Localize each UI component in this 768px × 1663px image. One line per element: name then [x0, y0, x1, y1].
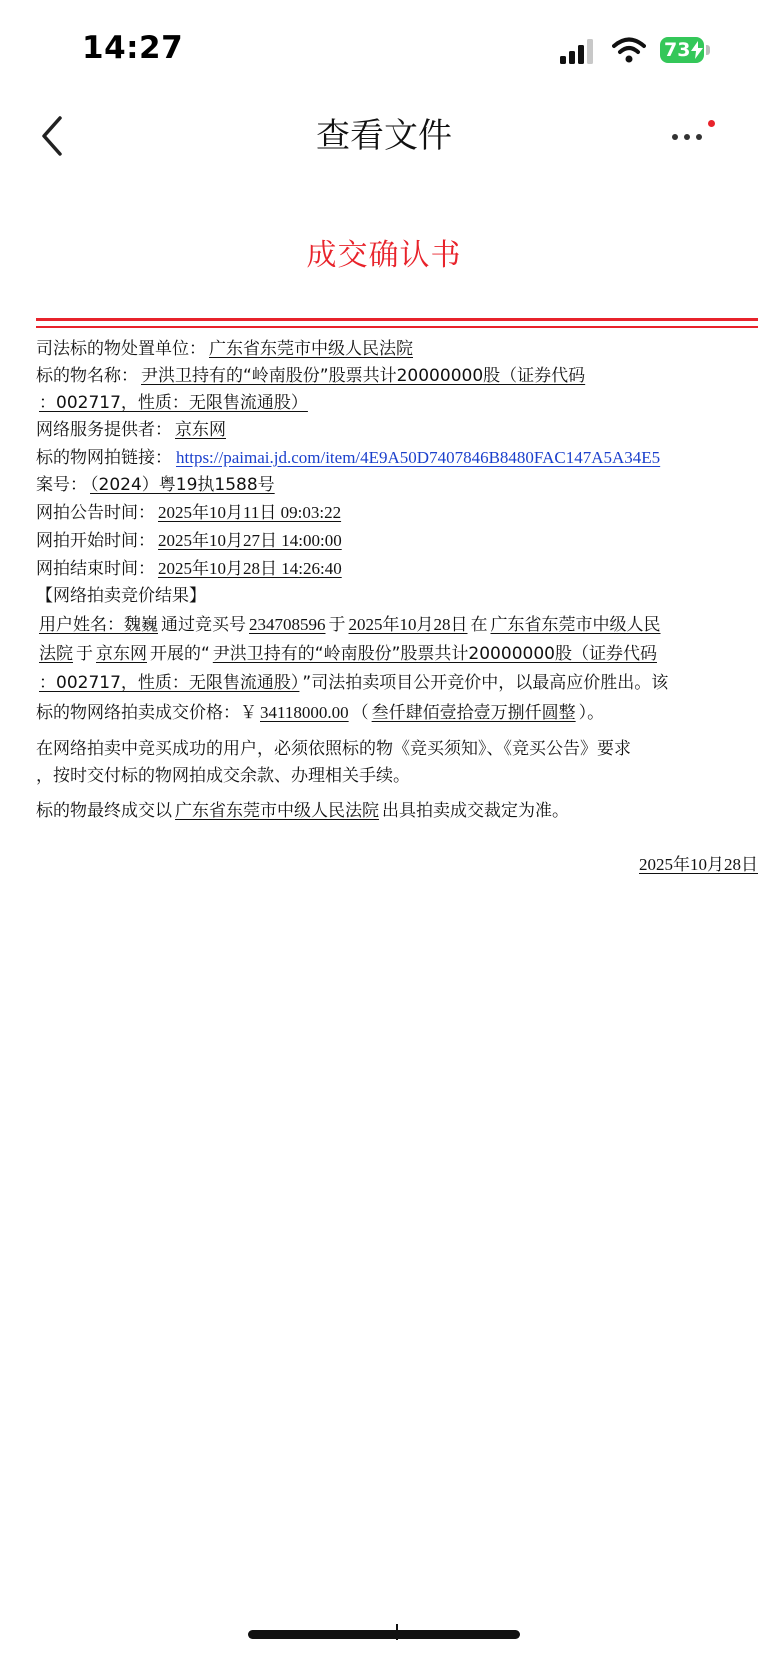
battery-tip [706, 45, 710, 55]
bid-number: 234708596 [249, 615, 326, 634]
winner-name: 用户姓名：魏巍 [39, 615, 158, 635]
document-body [36, 336, 758, 874]
court-name-cont: 法院 [39, 644, 73, 664]
item-name-value-cont: ：002717，性质：无限售流通股） [39, 393, 308, 413]
field-case-number: 案号： （2024）粤19执1588号 [36, 472, 758, 499]
case-number-value: （2024）粤19执1588号 [90, 475, 275, 495]
field-item-name: 标的物名称： 尹洪卫持有的“岭南股份”股票共计20000000股（证券代码 [36, 363, 758, 390]
signal-icon [560, 39, 600, 64]
status-bar [0, 0, 768, 100]
battery-level: 73 [664, 39, 691, 61]
field-disposal-unit: 司法标的物处置单位： 广东省东莞市中级人民法院 [36, 336, 758, 363]
page-title: 查看文件 [316, 116, 452, 156]
header-rule [36, 318, 758, 321]
deal-price-words: 叁仟肆佰壹拾壹万捌仟圆整 [371, 703, 576, 723]
field-end-time: 网拍结束时间： 2025年10月28日 14:26:40 [36, 555, 758, 583]
result-item-cont: ：002717，性质：无限售流通股） [39, 673, 300, 693]
announce-time-value: 2025年10月11日 09:03:22 [158, 503, 342, 522]
document-title: 成交确认书 [306, 238, 462, 273]
end-time-value: 2025年10月28日 14:26:40 [158, 559, 342, 578]
signature-date: 2025年10月28日 [639, 855, 758, 874]
platform-name: 京东网 [96, 644, 147, 664]
home-indicator[interactable] [248, 1630, 520, 1639]
field-announce-time: 网拍公告时间： 2025年10月11日 09:03:22 [36, 499, 758, 527]
charging-bolt-icon [690, 41, 704, 59]
payment-paragraph: 在网络拍卖中竞买成功的用户，必须依照标的物《竞买须知》、《竞买公告》要求 ，按时交付标的物网拍成交余款、办理相关手续。 [36, 739, 631, 786]
result-item: 尹洪卫持有的“岭南股份”股票共计20000000股（证券代码 [212, 644, 657, 664]
final-court-name: 广东省东莞市中级人民法院 [175, 801, 379, 821]
notification-dot [708, 120, 715, 127]
final-paragraph: 标的物最终成交以 广东省东莞市中级人民法院 出具拍卖成交裁定为准。 [36, 801, 569, 821]
court-name: 广东省东莞市中级人民 [490, 615, 661, 635]
field-link: 标的物网拍链接： https://paimai.jd.com/item/4E9A50D7407846B8480FAC147A5A34E5 [36, 448, 661, 468]
more-horizontal-icon[interactable] [672, 116, 722, 156]
result-heading: 【网络拍卖竞价结果】 [36, 586, 206, 606]
disposal-unit-value: 广东省东莞市中级人民法院 [209, 339, 413, 359]
deal-date: 2025年10月28日 [348, 615, 468, 634]
field-item-name-cont [36, 390, 758, 417]
auction-link[interactable]: https://paimai.jd.com/item/4E9A50D7407846B8480FAC147A5A34E5 [176, 448, 661, 467]
result-paragraph: 用户姓名：魏巍 通过竞买号 234708596 于 2025年10月28日 在 广东省东莞市中级人民 法院 于 京东网 开展的“ 尹洪卫持有的“岭南股份”股票共计20000000股（证券代码 ：002717，性质：无限售流通股） ”司法拍卖项目公开竞价中，以最高应价胜出。该 标的物网络拍卖成交价格：￥ 34118000.00 （ 叁仟肆佰壹拾壹万捌仟圆整 ）。 [36, 615, 669, 723]
field-start-time: 网拍开始时间： 2025年10月27日 14:00:00 [36, 527, 758, 555]
header-rule [36, 326, 758, 328]
provider-value: 京东网 [175, 420, 226, 440]
wifi-icon [612, 36, 646, 64]
start-time-value: 2025年10月27日 14:00:00 [158, 531, 342, 550]
item-name-value: 尹洪卫持有的“岭南股份”股票共计20000000股（证券代码 [141, 366, 586, 386]
deal-price: 34118000.00 [260, 703, 349, 722]
field-provider: 网络服务提供者： 京东网 [36, 417, 758, 444]
status-time: 14:27 [82, 30, 184, 66]
